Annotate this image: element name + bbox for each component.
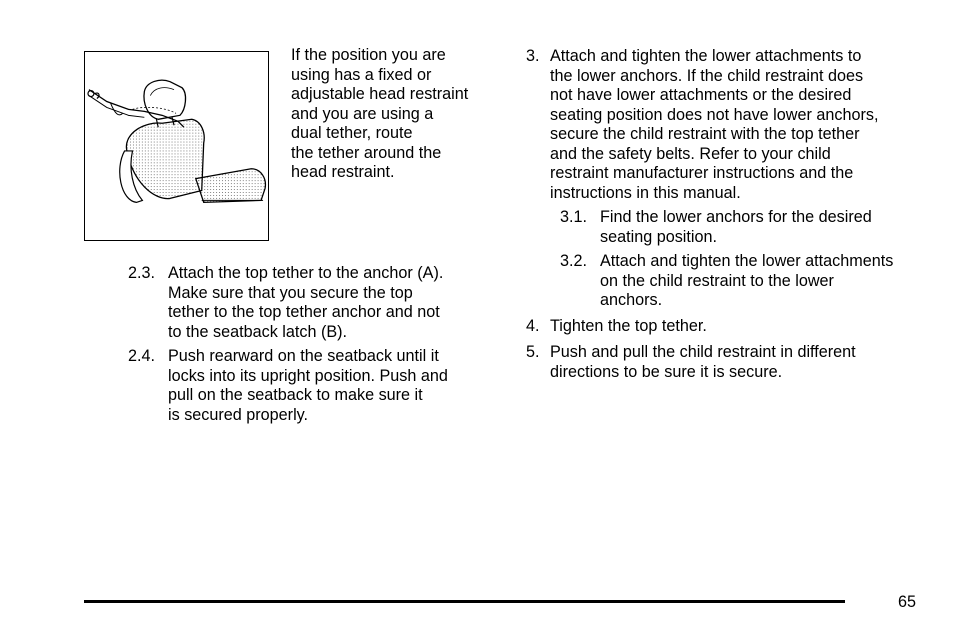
step-line: Push and pull the child restraint in different bbox=[550, 343, 856, 361]
step-line: not have lower attachments or the desired bbox=[550, 86, 852, 104]
step-line: Attach and tighten the lower attachments bbox=[600, 252, 894, 270]
caption-line: and you are using a bbox=[291, 104, 434, 123]
step-line: restraint manufacturer instructions and the bbox=[550, 164, 854, 182]
step-text bbox=[600, 252, 893, 311]
caption-line: adjustable head restraint bbox=[291, 85, 469, 103]
step-line: on the child restraint to the lower bbox=[600, 271, 834, 290]
step-text bbox=[550, 47, 878, 203]
step-line: directions to be sure it is secure. bbox=[550, 362, 783, 381]
step-line: pull on the seatback to make sure it bbox=[168, 386, 423, 404]
step-line: Make sure that you secure the top bbox=[168, 283, 413, 302]
step-line: locks into its upright position. Push and bbox=[168, 366, 448, 385]
figure-caption bbox=[291, 46, 496, 183]
footer-rule bbox=[84, 600, 845, 603]
step-line: seating position. bbox=[600, 227, 717, 246]
caption-line: dual tether, route bbox=[291, 124, 413, 142]
step-number: 4. bbox=[526, 317, 540, 335]
step-text bbox=[550, 343, 856, 382]
step-line: instructions in this manual. bbox=[550, 183, 741, 202]
head-restraint-tether-illustration bbox=[84, 51, 269, 241]
step-text bbox=[550, 317, 707, 337]
step-line: anchors. bbox=[600, 291, 663, 309]
step-number: 5. bbox=[526, 343, 540, 361]
step-number: 2.3. bbox=[128, 264, 156, 282]
step-line: and the safety belts. Refer to your child bbox=[550, 144, 831, 163]
step-line: is secured properly. bbox=[168, 405, 309, 424]
seat-tether-drawing bbox=[85, 52, 268, 240]
step-line: the lower anchors. If the child restraint does bbox=[550, 66, 864, 85]
caption-line: If the position you are bbox=[291, 46, 446, 64]
step-number: 2.4. bbox=[128, 347, 156, 365]
step-text bbox=[168, 347, 448, 425]
step-line: Find the lower anchors for the desired bbox=[600, 208, 872, 226]
caption-line: head restraint. bbox=[291, 163, 395, 181]
page-number: 65 bbox=[898, 593, 917, 611]
step-text bbox=[168, 264, 443, 342]
caption-line: the tether around the bbox=[291, 143, 442, 162]
step-line: Attach the top tether to the anchor (A). bbox=[168, 264, 444, 282]
step-line: tether to the top tether anchor and not bbox=[168, 303, 440, 321]
step-text bbox=[600, 208, 872, 247]
step-number: 3.1. bbox=[560, 208, 588, 226]
step-line: Push rearward on the seatback until it bbox=[168, 347, 439, 365]
step-number: 3.2. bbox=[560, 252, 588, 270]
step-line: Tighten the top tether. bbox=[550, 317, 707, 335]
step-line: seating position does not have lower anchors, bbox=[550, 105, 879, 124]
step-line: Attach and tighten the lower attachments to bbox=[550, 47, 862, 65]
step-line: to the seatback latch (B). bbox=[168, 322, 348, 341]
caption-line: using has a fixed or bbox=[291, 65, 432, 84]
step-line: secure the child restraint with the top tether bbox=[550, 125, 860, 143]
step-number: 3. bbox=[526, 47, 540, 65]
